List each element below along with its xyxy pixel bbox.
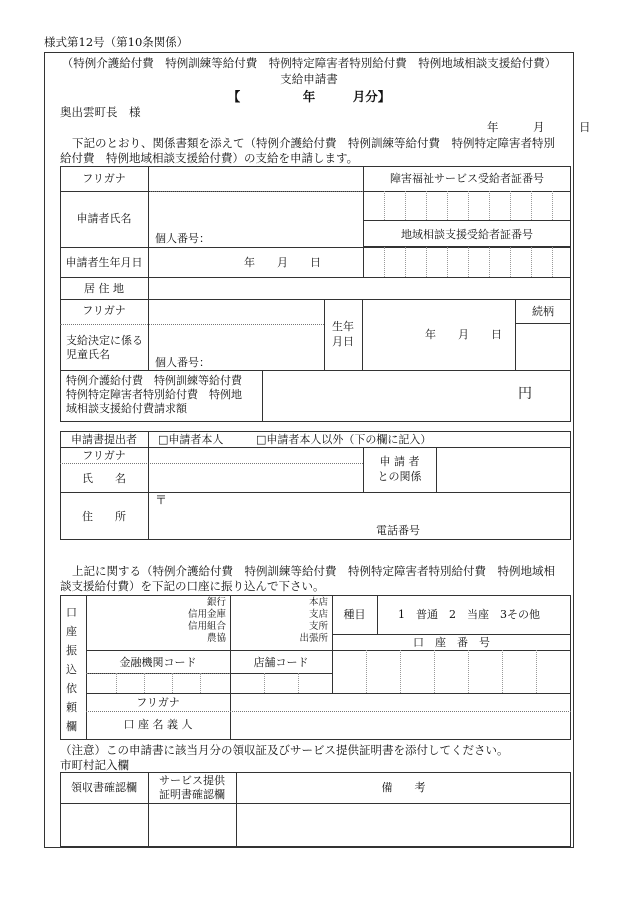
addressee: 奥出雲町長 様 xyxy=(60,105,141,119)
submitter-relation-field[interactable] xyxy=(437,448,570,491)
phone-label: 電話番号 xyxy=(376,524,420,537)
branch-type-main: 本店 xyxy=(308,597,328,608)
bank-side-label-2: 座 xyxy=(66,625,77,638)
applicant-individual-number: 個人番号： xyxy=(155,232,210,245)
submitter-relation-label-1: 申 請 者 xyxy=(379,455,420,468)
branch-code-label: 店舗コード xyxy=(253,656,309,669)
claim-label-1: 特例介護給付費 特例訓練等給付費 xyxy=(66,374,242,387)
attachment-note: （注意）この申請書に該当月分の領収証及びサービス提供証明書を添付してください。 xyxy=(60,743,509,757)
benefit-kinds-line: （特例介護給付費 特例訓練等給付費 特例特定障害者特別給付費 特例地域相談支援給付費） xyxy=(61,56,557,70)
bank-side-label-4: 込 xyxy=(66,663,77,676)
account-holder-label: 口 座 名 義 人 xyxy=(123,718,193,731)
account-holder-field[interactable] xyxy=(231,712,570,739)
applicant-furigana-label: フリガナ xyxy=(82,172,126,185)
account-number-label: 口 座 番 号 xyxy=(413,636,490,649)
submitter-address-label: 住 所 xyxy=(82,510,126,523)
transfer-intro-line-1: 上記に関する（特例介護給付費 特例訓練等給付費 特例特定障害者特別給付費 特例地域相 xyxy=(72,564,555,578)
remarks-label: 備 考 xyxy=(381,781,426,794)
submitter-furigana-label: フリガナ xyxy=(82,449,126,462)
submitter-name-field[interactable] xyxy=(149,448,362,491)
branch-type-office: 出張所 xyxy=(299,633,328,644)
intro-line-2: 給付費 特例地域相談支援給付費）の支給を申請します。 xyxy=(60,151,359,165)
bank-side-label-1: 口 xyxy=(66,606,77,619)
claim-label-2: 特例特定障害者特別給付費 特例地 xyxy=(66,388,242,401)
yen-unit: 円 xyxy=(518,386,532,402)
applicant-furigana-field[interactable] xyxy=(149,172,362,190)
service-check-label-1: サービス提供 xyxy=(159,774,225,787)
residence-field[interactable] xyxy=(149,278,570,298)
claim-label-3: 域相談支援給付費請求額 xyxy=(66,402,187,415)
period-field: 【 年 月分】 xyxy=(227,89,391,104)
transfer-intro-line-2: 談支援給付費）を下記の口座に振り込んで下さい。 xyxy=(60,579,325,593)
holder-furigana-label: フリガナ xyxy=(136,696,180,709)
account-kind-options[interactable]: 1 普通 2 当座 3その他 xyxy=(398,608,540,621)
application-date: 年 月 日 xyxy=(487,120,591,134)
remarks-field[interactable] xyxy=(237,804,570,846)
bank-side-label-7: 欄 xyxy=(66,720,77,733)
child-birth-label-1: 生年 xyxy=(332,320,354,333)
receipt-check-field[interactable] xyxy=(61,804,147,846)
submitter-name-label: 氏 名 xyxy=(82,472,126,485)
submitter-label: 申請書提出者 xyxy=(71,433,137,446)
submitter-address-field[interactable] xyxy=(149,493,570,539)
inst-code-label: 金融機関コード xyxy=(119,656,197,669)
inst-type-bank: 銀行 xyxy=(206,597,226,608)
child-furigana-label: フリガナ xyxy=(82,304,126,317)
submitter-relation-label-2: との関係 xyxy=(377,470,422,483)
service-check-field[interactable] xyxy=(149,804,235,846)
submitter-self-checkbox[interactable]: □申請者本人 xyxy=(158,433,224,446)
child-birth-label-2: 月日 xyxy=(332,335,354,348)
relationship-field[interactable] xyxy=(516,325,570,369)
account-kind-label: 種目 xyxy=(343,608,366,621)
service-certificate-label: 障害福祉サービス受給者証番号 xyxy=(390,172,544,185)
bank-side-label-3: 振 xyxy=(66,644,77,657)
inst-type-nokyo: 農協 xyxy=(206,633,226,644)
inst-type-shinkin: 信用金庫 xyxy=(187,609,226,620)
service-check-label-2: 証明書確認欄 xyxy=(159,788,225,801)
inst-type-kumiai: 信用組合 xyxy=(187,621,226,632)
bank-side-label-5: 依 xyxy=(66,682,77,695)
applicant-name-label: 申請者氏名 xyxy=(76,212,132,225)
office-use-label: 市町村記入欄 xyxy=(60,758,129,772)
applicant-birth-label: 申請者生年月日 xyxy=(65,256,143,269)
child-birth-value: 年 月 日 xyxy=(425,328,502,341)
postal-mark: 〒 xyxy=(155,493,168,507)
bank-side-label-6: 頼 xyxy=(66,701,77,714)
regional-certificate-label: 地域相談支援受給者証番号 xyxy=(401,228,533,241)
form-number: 様式第12号（第10条関係） xyxy=(44,35,189,49)
child-name-label-2: 児童氏名 xyxy=(66,348,110,361)
branch-type-branch: 支店 xyxy=(308,609,328,620)
intro-line-1: 下記のとおり、関係書類を添えて（特例介護給付費 特例訓練等給付費 特例特定障害者特別 xyxy=(72,136,555,150)
residence-label: 居 住 地 xyxy=(84,282,124,295)
branch-type-sub: 支所 xyxy=(308,621,328,632)
form-title: 支給申請書 xyxy=(280,72,338,86)
child-name-label-1: 支給決定に係る xyxy=(66,334,143,347)
relationship-label: 続柄 xyxy=(532,305,554,318)
submitter-other-checkbox[interactable]: □申請者本人以外（下の欄に記入） xyxy=(256,433,432,446)
receipt-check-label: 領収書確認欄 xyxy=(71,781,137,794)
child-individual-number: 個人番号： xyxy=(155,356,210,369)
applicant-birth-value: 年 月 日 xyxy=(244,256,321,269)
